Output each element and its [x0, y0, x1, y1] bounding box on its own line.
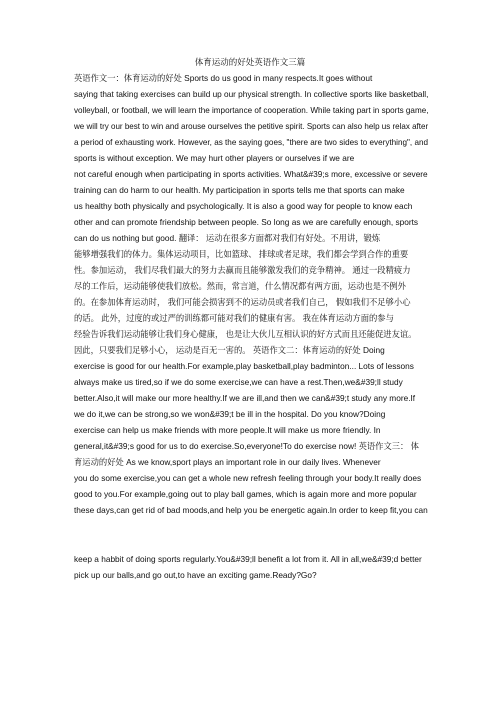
text-line: a period of exhausting work. However, as the saying goes, "there are two sides to everything", and: [74, 137, 429, 147]
text-line: not careful enough when participating in sports activities. What&#39;s more, excessive or severe: [74, 169, 428, 179]
text-line: 性。参加运动， 我们尽我们最大的努力去赢而且能够激发我们的竞争精神。 通过一段精疲力: [74, 265, 411, 275]
text-line: good to you.For example,going out to play ball games, which is again more and more popular: [74, 489, 417, 499]
text-line: always make us tired,so if we do some exercise,we can have a rest.Then,we&#39;ll study: [74, 377, 403, 387]
text-line: training can do harm to our health. My participation in sports tells me that sports can make: [74, 185, 405, 195]
text-line: 的。在参加体育运动时， 我们可能会损害到不的运动员或者我们自己， 假如我们不足够小心: [74, 297, 411, 307]
text-line: 尽的工作后，运动能够使我们放松。然而，常言道，什么情况都有两方面，运动也是不例外: [74, 281, 406, 291]
document-title: 体育运动的好处英语作文三篇: [194, 58, 306, 68]
text-line: 的话。 此外，过度的或过严的训练都可能对我们的健康有害。 我在体育运动方面的参与: [74, 313, 394, 323]
text-line: we do it,we can be strong,so we won&#39;t be ill in the hospital. Do you know?Doing: [74, 409, 386, 419]
text-line: exercise is good for our health.For example,play basketball,play badminton... Lots of lessons: [74, 361, 414, 371]
text-line: sports is without exception. We may hurt other players or ourselves if we are: [74, 153, 355, 163]
text-line: can do us nothing but good. 翻译： 运动在很多方面都对我们有好处。不用讲，锻炼: [74, 233, 381, 243]
text-line: general,it&#39;s good for us to do exercise.So,everyone!To do exercise now! 英语作文三： 体: [74, 441, 419, 451]
text-line: pick up our balls,and go out,to have an exciting game.Ready?Go?: [74, 570, 317, 580]
text-line: us healthy both physically and psychologically. It is also a good way for people to know each: [74, 201, 413, 211]
text-line: 经验告诉我们运动能够让我们身心健康， 也是让大伙儿互相认识的好方式而且还能促进友谊。: [74, 329, 417, 339]
text-line: these days,can get rid of bad moods,and help you be energetic again.In order to keep fit,you can: [74, 505, 428, 515]
text-line: better.Also,it will make our more healthy.If we are ill,and then we can&#39;t study any more.If: [74, 393, 416, 403]
text-line: 育运动的好处 As we know,sport plays an important role in our daily lives. Whenever: [74, 457, 381, 467]
text-line: 英语作文一：体育运动的好处 Sports do us good in many respects.It goes without: [74, 73, 373, 83]
text-line: 因此，只要我们足够小心， 运动是百无一害的。 英语作文二：体育运动的好处 Doing: [74, 345, 385, 355]
text-line: 能够增强我们的体力。集体运动项目，比如篮球、 排球或者足球，我们都会学到合作的重要: [74, 249, 409, 259]
text-line: exercise can help us make friends with more people.It will make us more friendly. In: [74, 425, 381, 435]
text-line: other and can promote friendship between people. So long as we are carefully enough, sports: [74, 217, 419, 227]
text-line: we will try our best to win and arouse ourselves the petitive spirit. Sports can also help us relax after: [74, 121, 429, 131]
text-line: volleyball, or football, we will learn the importance of cooperation. While taking part in sports game,: [74, 105, 429, 115]
text-line: you do some exercise,you can get a whole new refresh feeling through your body.It really does: [74, 473, 422, 483]
text-line: keep a habbit of doing sports regularly.You&#39;ll benefit a lot from it. All in all,we&#39;d better: [74, 554, 422, 564]
text-line: saying that taking exercises can build up our physical strength. In collective sports like basketball,: [74, 89, 429, 99]
